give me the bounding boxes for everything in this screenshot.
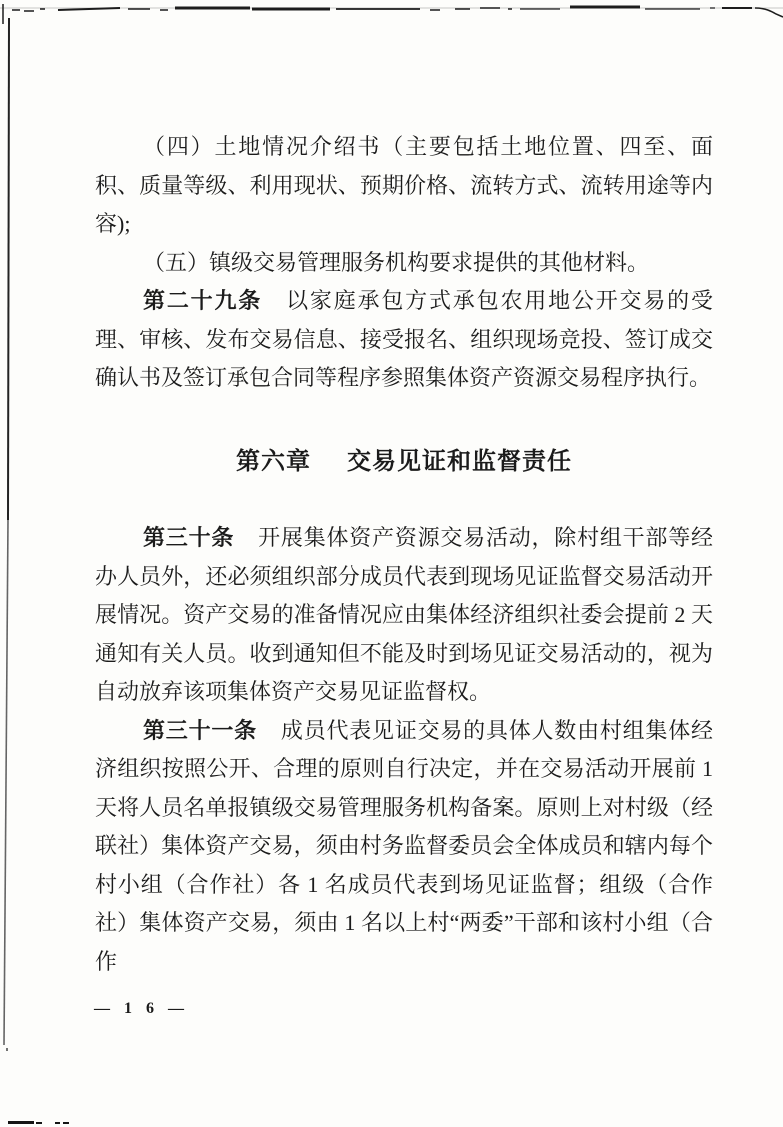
document-body [95, 128, 713, 981]
clause-item-5-text: （五）镇级交易管理服务机构要求提供的其他材料。 [143, 249, 650, 275]
article-30-text: 开展集体资产资源交易活动，除村组干部等经办人员外，还必须组织部分成员代表到现场见证监督交易活动开展情况。资产交易的准备情况应由集体经济组织社委会提前 2 天通知有关人员。收到通知但不能及时到场见证交易活动的，视为自动放弃该项集体资产交易见证监督权。 [95, 525, 713, 704]
article-29-text: 以家庭承包方式承包农用地公开交易的受理、审核、发布交易信息、接受报名、组织现场竞投、签订成交确认书及签订承包合同等程序参照集体资产资源交易程序执行。 [95, 288, 713, 390]
top-scan-line-artifact [0, 4, 783, 24]
clause-item-4-text: （四）土地情况介绍书（主要包括土地位置、四至、面积、质量等级、利用现状、预期价格、流转方式、流转用途等内容); [95, 134, 713, 236]
page-number: — 1 6 — [94, 1000, 189, 1017]
chapter-number: 第六章 [236, 447, 311, 475]
left-edge-line-artifact [4, 18, 9, 1045]
chapter-title: 交易见证和监督责任 [347, 447, 572, 475]
article-30 [95, 519, 713, 712]
article-31-number: 第三十一条 [143, 717, 257, 743]
article-29-number: 第二十九条 [143, 288, 263, 313]
clause-item-5 [95, 244, 713, 283]
chapter-heading [95, 443, 713, 482]
article-31-text: 成员代表见证交易的具体人数由村组集体经济组织按照公开、合理的原则自行决定，并在交易活动开展前 1 天将人员名单报镇级交易管理服务机构备案。原则上对村级（经联社）集体资产交易，须由村务监督委员会全体成员和辖内每个村小组（合作社）各 1 名成员代表到场见证监督；组级（合作社）集体资产交易，须由 1 名以上村“两委”干部和该村小组（合作 [95, 717, 713, 974]
article-29 [95, 282, 713, 398]
article-31 [95, 712, 713, 982]
bottom-smudge-artifact [6, 1048, 69, 1124]
clause-item-4 [95, 128, 713, 244]
article-30-number: 第三十条 [143, 525, 235, 550]
